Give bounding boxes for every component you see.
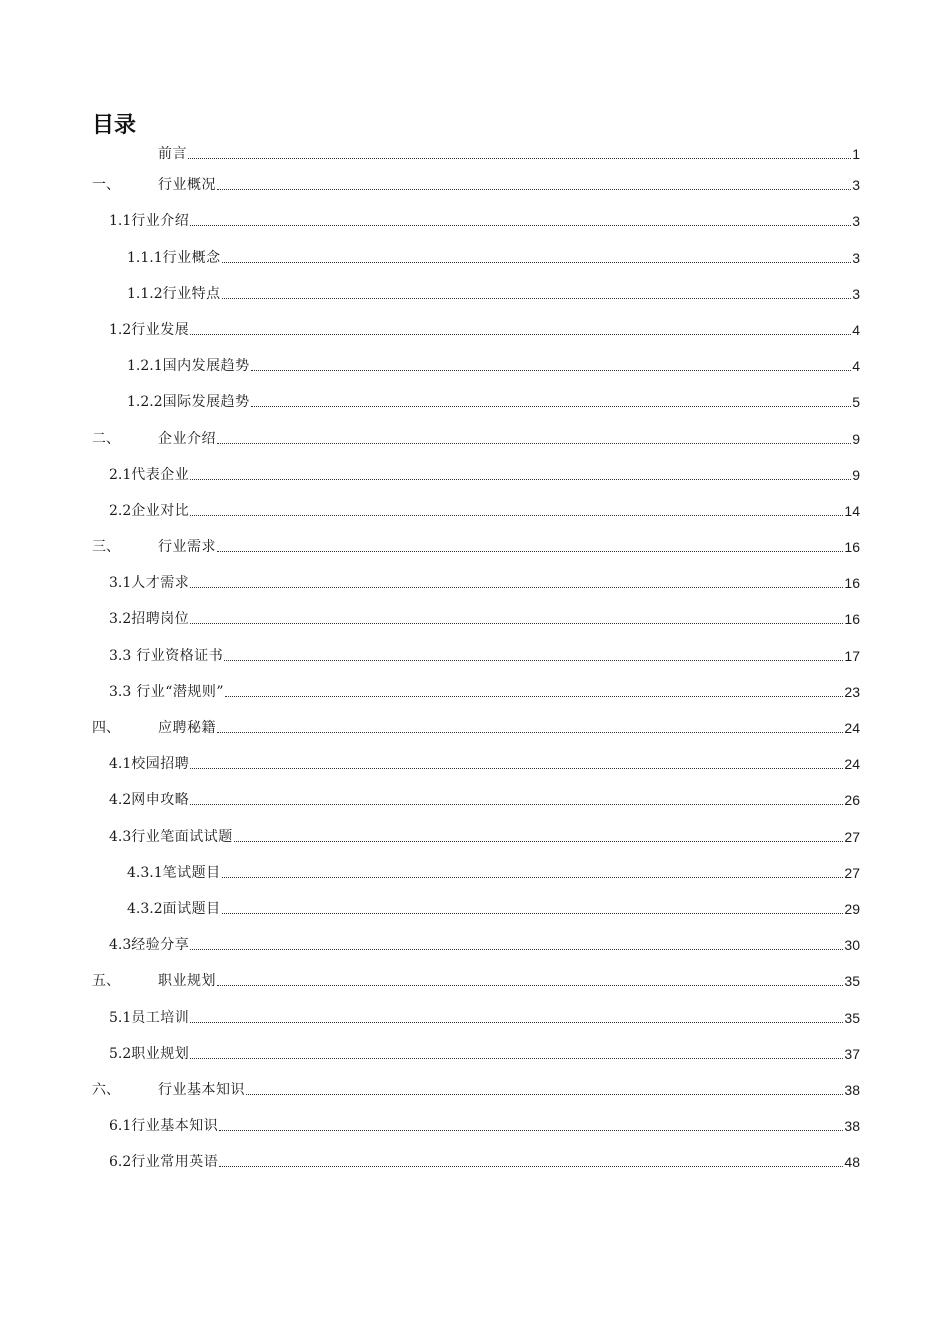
toc-leader-dots (222, 262, 852, 263)
toc-entry-text: 行业笔面试试题 (131, 828, 233, 845)
toc-entry-page: 48 (844, 1154, 860, 1171)
toc-leader-dots (190, 1058, 843, 1059)
toc-entry[interactable] (92, 670, 860, 706)
toc-entry-page: 27 (844, 864, 860, 881)
toc-leader-dots (190, 623, 843, 624)
toc-leader-dots (251, 406, 852, 407)
toc-entry[interactable] (92, 887, 860, 923)
toc-entry-text: 招聘岗位 (131, 611, 190, 628)
toc-entry[interactable] (92, 453, 860, 489)
toc-entry-text: 人才需求 (131, 575, 190, 592)
toc-leader-dots (222, 298, 852, 299)
toc-leader-dots (190, 334, 851, 335)
toc-entry-page: 38 (844, 1081, 860, 1098)
toc-entry-text: 经验分享 (131, 937, 190, 954)
toc-entry-number: 4.1 (109, 756, 132, 773)
toc-entry[interactable] (92, 995, 860, 1031)
toc-entry-text: 国内发展趋势 (162, 358, 250, 375)
toc-entry-text: 行业特点 (162, 285, 221, 302)
toc-entry-page: 27 (844, 828, 860, 845)
toc-entry-number: 4.3.2 (127, 900, 163, 917)
document-page (92, 108, 860, 1176)
toc-leader-dots (217, 732, 843, 733)
toc-entry-page: 17 (844, 647, 860, 664)
toc-entry-page: 9 (852, 430, 860, 447)
toc-entry-number: 二、 (92, 430, 120, 447)
toc-entry-text: 行业概况 (158, 177, 216, 194)
toc-entry-number: 五、 (92, 973, 120, 990)
toc-entry-text: 行业资格证书 (131, 647, 224, 664)
toc-entry[interactable] (92, 923, 860, 959)
toc-leader-dots (190, 479, 851, 480)
toc-leader-dots (190, 225, 851, 226)
toc-leader-dots (246, 1094, 843, 1095)
toc-entry[interactable] (92, 163, 860, 199)
toc-entry-text: 行业常用英语 (131, 1154, 219, 1171)
toc-title: 目录 (92, 113, 137, 138)
toc-entry-page: 24 (844, 756, 860, 773)
toc-entry-number: 6.1 (109, 1118, 132, 1135)
toc-entry-number: 2.2 (109, 502, 132, 519)
toc-entry-text: 笔试题目 (162, 864, 221, 881)
toc-entry-page: 35 (844, 1009, 860, 1026)
toc-entry-page: 16 (844, 575, 860, 592)
toc-entry-page: 3 (852, 213, 860, 230)
toc-entry-number: 3.3 (109, 683, 132, 700)
toc-entry-number: 一、 (92, 177, 120, 194)
toc-entry[interactable] (92, 1032, 860, 1068)
toc-leader-dots (224, 660, 843, 661)
toc-entry[interactable] (92, 272, 860, 308)
toc-entry[interactable] (92, 742, 860, 778)
toc-entry[interactable] (92, 525, 860, 561)
toc-leader-dots (217, 985, 843, 986)
toc-entry[interactable] (92, 308, 860, 344)
toc-entry-page: 23 (844, 683, 860, 700)
toc-leader-dots (188, 158, 851, 159)
toc-entry-page: 30 (844, 937, 860, 954)
toc-entry-text: 面试题目 (162, 900, 221, 917)
toc-entry-text: 网申攻略 (131, 792, 190, 809)
toc-leader-dots (217, 443, 851, 444)
toc-entry-number: 4.3 (109, 937, 132, 954)
toc-entry-text: 职业规划 (131, 1045, 190, 1062)
toc-entry-number: 1.1.1 (127, 249, 163, 266)
toc-leader-dots (225, 696, 843, 697)
toc-entry-number: 1.2.1 (127, 358, 163, 375)
toc-entry-number: 3.2 (109, 611, 132, 628)
toc-entry[interactable] (92, 597, 860, 633)
toc-entry-text: 行业基本知识 (131, 1118, 219, 1135)
toc-entry[interactable] (92, 380, 860, 416)
toc-entry-page: 16 (844, 539, 860, 556)
toc-entry[interactable] (92, 778, 860, 814)
toc-entry-page: 16 (844, 611, 860, 628)
toc-entry[interactable] (92, 851, 860, 887)
toc-entry-number: 2.1 (109, 466, 132, 483)
toc-entry-page: 38 (844, 1118, 860, 1135)
toc-entry[interactable] (92, 235, 860, 271)
toc-entry-page: 3 (852, 285, 860, 302)
toc-entry-page: 35 (844, 973, 860, 990)
toc-entry-number: 4.2 (109, 792, 132, 809)
toc-entry[interactable] (92, 144, 860, 163)
toc-leader-dots (190, 1022, 843, 1023)
toc-entry-text: 职业规划 (158, 973, 216, 990)
toc-entry-number: 5.2 (109, 1045, 132, 1062)
toc-entry[interactable] (92, 1104, 860, 1140)
toc-entry-number: 4.3 (109, 828, 132, 845)
toc-entry-page: 1 (852, 146, 860, 162)
toc-entry-number: 四、 (92, 720, 120, 736)
toc-entry[interactable] (92, 633, 860, 669)
toc-entry[interactable] (92, 959, 860, 995)
toc-leader-dots (190, 515, 843, 516)
toc-entry-number: 3.1 (109, 575, 132, 592)
toc-entry-page: 14 (844, 502, 860, 519)
toc-entry-number: 六、 (92, 1081, 120, 1098)
toc-entry-page: 5 (852, 394, 860, 411)
toc-entry-page: 9 (852, 466, 860, 483)
toc-entry-number: 1.1.2 (127, 285, 163, 302)
toc-entry-page: 29 (844, 900, 860, 917)
toc-entry-text: 校园招聘 (131, 756, 190, 773)
toc-leader-dots (217, 551, 843, 552)
toc-entry-number: 1.2.2 (127, 394, 163, 411)
toc-entry-text: 行业“潜规则” (131, 683, 225, 700)
toc-entry-text: 前言 (158, 146, 187, 162)
toc-entry-text: 企业对比 (131, 502, 190, 519)
toc-entry-text: 国际发展趋势 (162, 394, 250, 411)
toc-entry[interactable] (92, 1140, 860, 1176)
toc-entry-text: 代表企业 (131, 466, 190, 483)
toc-leader-dots (222, 913, 844, 914)
toc-leader-dots (190, 587, 843, 588)
toc-leader-dots (219, 1166, 843, 1167)
toc-leader-dots (190, 768, 843, 769)
toc-leader-dots (190, 804, 843, 805)
toc-entry[interactable] (92, 706, 860, 742)
toc-entry[interactable] (92, 814, 860, 850)
toc-entry-number: 4.3.1 (127, 864, 163, 881)
toc-entry-page: 4 (852, 358, 860, 375)
toc-entry[interactable] (92, 344, 860, 380)
toc-leader-dots (219, 1130, 843, 1131)
toc-entry-page: 37 (844, 1045, 860, 1062)
toc-entry-text: 企业介绍 (158, 430, 216, 447)
toc-entry-text: 行业介绍 (131, 213, 190, 230)
toc-entry-text: 行业概念 (162, 249, 221, 266)
toc-entry-text: 员工培训 (131, 1009, 190, 1026)
toc-entry[interactable] (92, 199, 860, 235)
toc-entry-text: 行业基本知识 (158, 1081, 245, 1098)
toc-leader-dots (251, 370, 852, 371)
toc-entry-page: 3 (852, 177, 860, 194)
toc-entry[interactable] (92, 561, 860, 597)
toc-entry-number: 1.1 (109, 213, 132, 230)
toc-list (92, 144, 860, 1176)
toc-entry-page: 4 (852, 321, 860, 338)
toc-entry-page: 24 (844, 720, 860, 736)
toc-entry-page: 3 (852, 249, 860, 266)
toc-leader-dots (217, 189, 851, 190)
toc-entry-number: 5.1 (109, 1009, 132, 1026)
toc-leader-dots (234, 841, 844, 842)
toc-entry-number: 三、 (92, 539, 120, 556)
toc-entry-text: 行业发展 (131, 321, 190, 338)
toc-leader-dots (222, 877, 844, 878)
toc-entry-number: 1.2 (109, 321, 132, 338)
toc-entry[interactable] (92, 489, 860, 525)
toc-entry[interactable] (92, 1068, 860, 1104)
toc-entry-text: 行业需求 (158, 539, 216, 556)
toc-leader-dots (190, 949, 843, 950)
toc-entry-number: 6.2 (109, 1154, 132, 1171)
toc-entry-number: 3.3 (109, 647, 132, 664)
toc-entry-page: 26 (844, 792, 860, 809)
toc-entry[interactable] (92, 416, 860, 452)
toc-entry-text: 应聘秘籍 (158, 720, 216, 736)
